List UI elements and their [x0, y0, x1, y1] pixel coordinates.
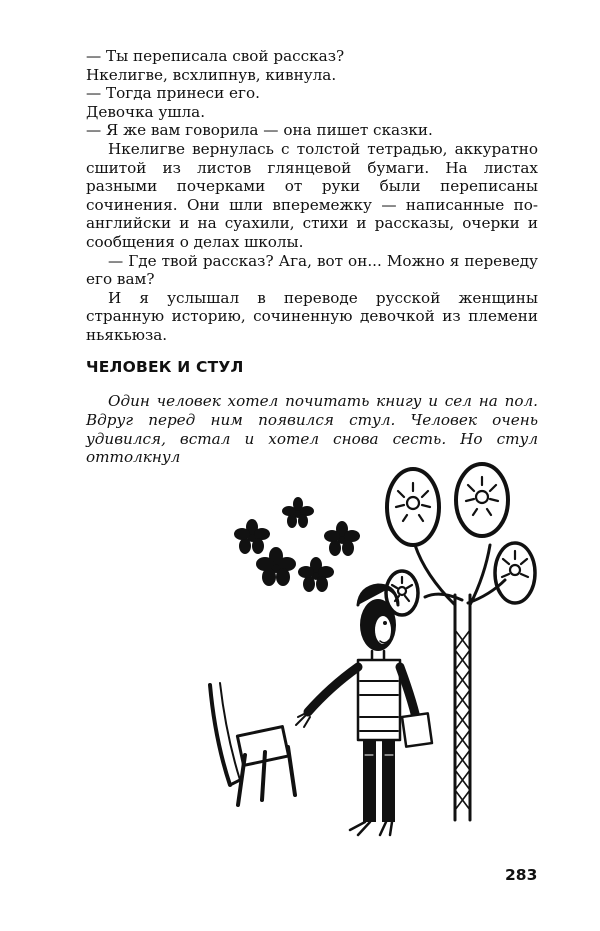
paragraph: И я услышал в переводе русской женщины странную историю, сочиненную девочкой из племени ньякьюза.: [86, 288, 538, 344]
boy-figure: [296, 585, 432, 835]
paragraph: Нкелигве вернулась с толстой тетрадью, аккуратно сшитой из листов глянцевой бумаги. На листах разными почерками от руки были переписаны сочинения. Они шли вперемежку — написанные по-английски и на суахили, стихи и рассказы, очерки и сообщения о делах школы.: [86, 139, 538, 251]
paragraph: — Ты переписала свой рассказ?: [86, 47, 345, 65]
paragraph: Нкелигве, всхлипнув, кивнула.: [86, 65, 337, 84]
section-title: ЧЕЛОВЕК И СТУЛ: [86, 358, 244, 376]
tree: [386, 464, 535, 820]
dialogue-text: [86, 47, 538, 345]
boy-chair-tree-illustration: [200, 455, 540, 845]
paragraph: — Я же вам говорила — она пишет сказки.: [86, 121, 433, 140]
page-number: 283: [505, 866, 538, 884]
paragraph: — Где твой рассказ? Ага, вот он... Можно я переведу его вам?: [86, 251, 538, 289]
chair: [210, 683, 295, 805]
paragraph: — Тогда принеси его.: [86, 84, 260, 103]
story-opening: Один человек хотел почитать книгу и сел на пол. Вдруг перед ним появился стул. Человек очень удивился, встал и хотел снова сесть. Но стул оттолкнул: [86, 392, 538, 467]
flower-cluster: [234, 497, 360, 592]
paragraph: Девочка ушла.: [86, 102, 206, 121]
